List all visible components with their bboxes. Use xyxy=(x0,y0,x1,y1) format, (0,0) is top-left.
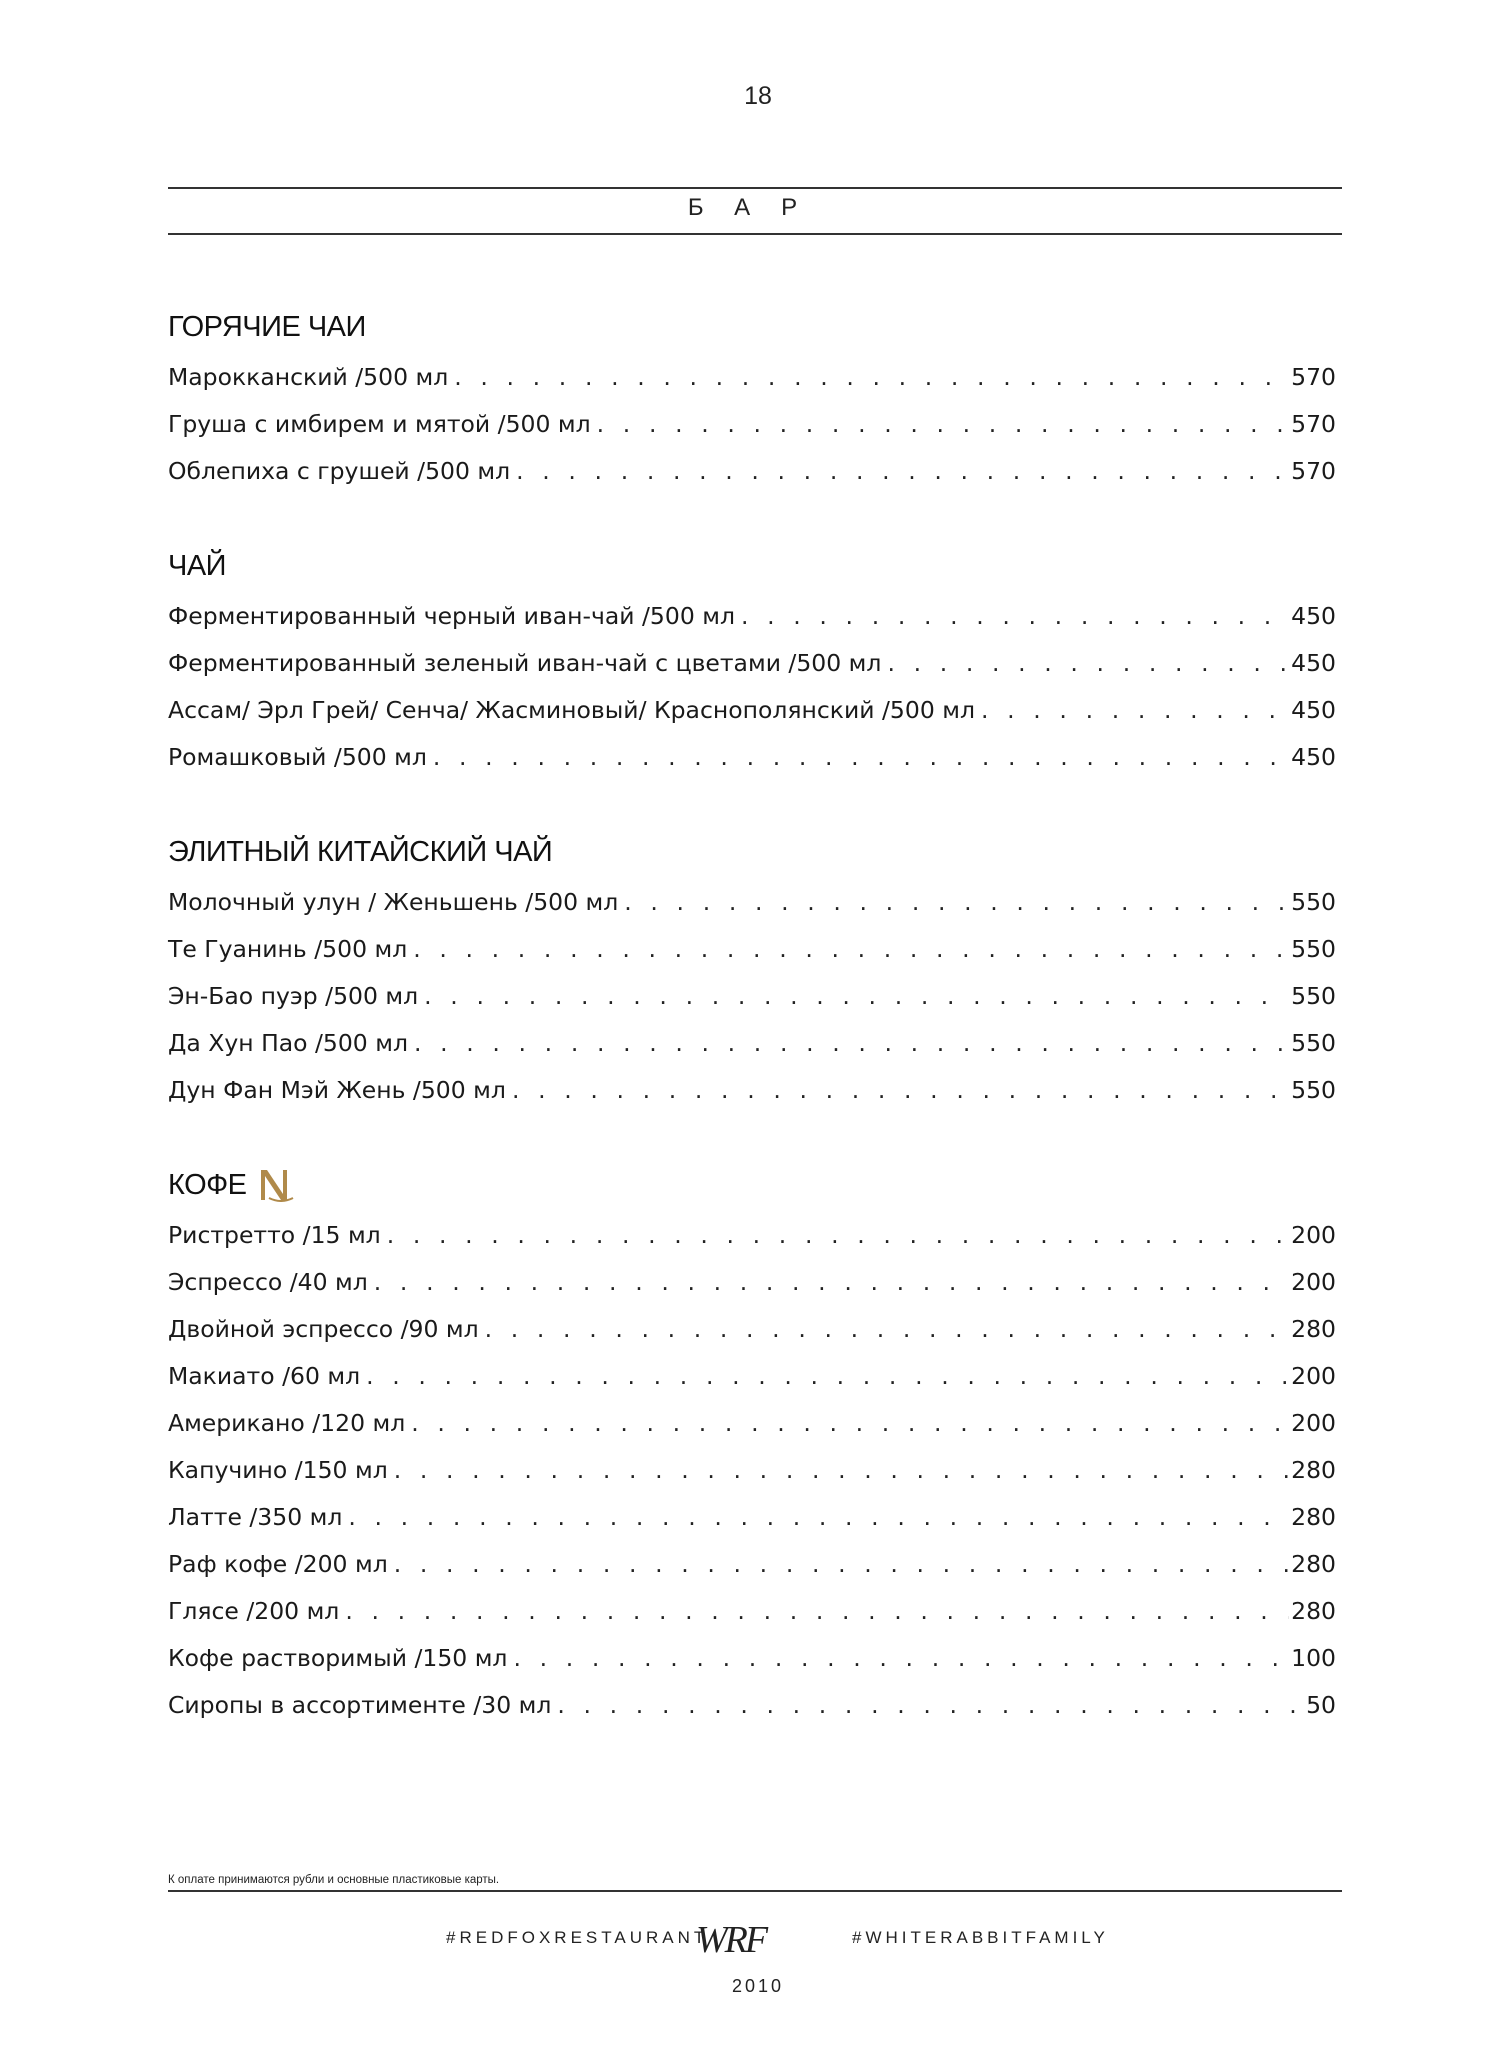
item-price: 550 xyxy=(1291,888,1336,916)
dot-leader xyxy=(981,687,1289,734)
menu-item xyxy=(168,593,1336,640)
wrf-logo xyxy=(694,1918,818,1962)
item-name: Молочный улун / Женьшень /500 мл xyxy=(168,888,619,916)
item-name: Макиато /60 мл xyxy=(168,1362,361,1390)
wrf-logo-text: WRF xyxy=(696,1919,766,1961)
menu-item xyxy=(168,973,1336,1020)
item-name: Глясе /200 мл xyxy=(168,1597,340,1625)
dot-leader xyxy=(887,640,1289,687)
menu-item xyxy=(168,1682,1336,1729)
menu-item xyxy=(168,1259,1336,1306)
item-price: 200 xyxy=(1291,1268,1336,1296)
dot-leader xyxy=(345,1588,1289,1635)
menu-item xyxy=(168,1494,1336,1541)
dot-leader xyxy=(597,401,1289,448)
dot-leader xyxy=(374,1259,1289,1306)
category-title xyxy=(168,825,1336,879)
item-name: Кофе растворимый /150 мл xyxy=(168,1644,508,1672)
item-name: Те Гуанинь /500 мл xyxy=(168,935,408,963)
item-price: 550 xyxy=(1291,935,1336,963)
category-title xyxy=(168,1158,1336,1212)
item-price: 450 xyxy=(1291,649,1336,677)
item-name: Груша с имбирем и мятой /500 мл xyxy=(168,410,591,438)
item-name: Ферментированный зеленый иван-чай с цветами /500 мл xyxy=(168,649,882,677)
dot-leader xyxy=(516,448,1289,495)
dot-leader xyxy=(366,1353,1289,1400)
dot-leader xyxy=(624,879,1289,926)
menu-item xyxy=(168,1588,1336,1635)
footer-divider xyxy=(168,1890,1342,1892)
payment-note: К оплате принимаются рубли и основные пластиковые карты. xyxy=(168,1874,500,1886)
menu-item xyxy=(168,401,1336,448)
item-price: 570 xyxy=(1291,363,1336,391)
item-name: Двойной эспрессо /90 мл xyxy=(168,1315,479,1343)
item-name: Облепиха с грушей /500 мл xyxy=(168,457,511,485)
dot-leader xyxy=(512,1067,1289,1114)
menu-category xyxy=(168,825,1336,1114)
item-price: 280 xyxy=(1291,1456,1336,1484)
nespresso-logo-icon xyxy=(257,1168,295,1202)
item-price: 280 xyxy=(1291,1550,1336,1578)
dot-leader xyxy=(424,973,1289,1020)
menu-item xyxy=(168,1353,1336,1400)
dot-leader xyxy=(485,1306,1290,1353)
item-name: Ромашковый /500 мл xyxy=(168,743,427,771)
category-title xyxy=(168,539,1336,593)
dot-leader xyxy=(394,1447,1289,1494)
menu-item xyxy=(168,879,1336,926)
menu-item xyxy=(168,448,1336,495)
item-name: Латте /350 мл xyxy=(168,1503,343,1531)
item-price: 280 xyxy=(1291,1503,1336,1531)
menu-item xyxy=(168,1400,1336,1447)
hashtag-whiterabbit: #WHITERABBITFAMILY xyxy=(852,1928,1109,1947)
item-price: 570 xyxy=(1291,457,1336,485)
dot-leader xyxy=(741,593,1289,640)
menu-item xyxy=(168,640,1336,687)
item-price: 570 xyxy=(1291,410,1336,438)
dot-leader xyxy=(348,1494,1289,1541)
category-title-text: ГОРЯЧИЕ ЧАИ xyxy=(168,311,366,343)
item-name: Ристретто /15 мл xyxy=(168,1221,381,1249)
menu-item xyxy=(168,926,1336,973)
dot-leader xyxy=(557,1682,1304,1729)
category-title-text: ЭЛИТНЫЙ КИТАЙСКИЙ ЧАЙ xyxy=(168,836,553,868)
item-price: 550 xyxy=(1291,982,1336,1010)
section-title: БАР xyxy=(687,194,829,221)
menu-category xyxy=(168,539,1336,781)
category-title xyxy=(168,300,1336,354)
item-name: Эспрессо /40 мл xyxy=(168,1268,368,1296)
item-price: 50 xyxy=(1306,1691,1336,1719)
dot-leader xyxy=(414,1020,1289,1067)
dot-leader xyxy=(387,1212,1289,1259)
menu-item xyxy=(168,1306,1336,1353)
item-price: 450 xyxy=(1291,696,1336,724)
item-price: 450 xyxy=(1291,743,1336,771)
dot-leader xyxy=(454,354,1289,401)
item-price: 550 xyxy=(1291,1029,1336,1057)
item-name: Сиропы в ассортименте /30 мл xyxy=(168,1691,552,1719)
item-name: Да Хун Пао /500 мл xyxy=(168,1029,408,1057)
item-price: 200 xyxy=(1291,1221,1336,1249)
item-price: 280 xyxy=(1291,1315,1336,1343)
category-title-text: КОФЕ xyxy=(168,1169,247,1201)
dot-leader xyxy=(413,926,1289,973)
item-price: 550 xyxy=(1291,1076,1336,1104)
item-price: 200 xyxy=(1291,1362,1336,1390)
menu-item xyxy=(168,1212,1336,1259)
top-divider xyxy=(168,187,1342,189)
item-price: 100 xyxy=(1291,1644,1336,1672)
menu-list xyxy=(168,300,1336,1773)
menu-category xyxy=(168,1158,1336,1729)
menu-item xyxy=(168,1020,1336,1067)
year: 2010 xyxy=(731,1976,785,1996)
hashtag-redfox: #REDFOXRESTAURANT xyxy=(446,1928,709,1947)
header-divider xyxy=(168,233,1342,235)
menu-item xyxy=(168,1447,1336,1494)
dot-leader xyxy=(411,1400,1289,1447)
menu-item xyxy=(168,1635,1336,1682)
dot-leader xyxy=(394,1541,1289,1588)
dot-leader xyxy=(513,1635,1289,1682)
item-price: 200 xyxy=(1291,1409,1336,1437)
item-name: Раф кофе /200 мл xyxy=(168,1550,388,1578)
menu-item xyxy=(168,354,1336,401)
item-name: Дун Фан Мэй Жень /500 мл xyxy=(168,1076,506,1104)
item-name: Эн-Бао пуэр /500 мл xyxy=(168,982,419,1010)
menu-item xyxy=(168,1067,1336,1114)
category-title-text: ЧАЙ xyxy=(168,550,227,582)
menu-item xyxy=(168,734,1336,781)
item-name: Ассам/ Эрл Грей/ Сенча/ Жасминовый/ Краснополянский /500 мл xyxy=(168,696,976,724)
item-price: 280 xyxy=(1291,1597,1336,1625)
menu-category xyxy=(168,300,1336,495)
menu-item xyxy=(168,1541,1336,1588)
menu-item xyxy=(168,687,1336,734)
page-number: 18 xyxy=(744,82,772,110)
item-name: Марокканский /500 мл xyxy=(168,363,449,391)
item-price: 450 xyxy=(1291,602,1336,630)
item-name: Американо /120 мл xyxy=(168,1409,406,1437)
item-name: Капучино /150 мл xyxy=(168,1456,388,1484)
dot-leader xyxy=(433,734,1289,781)
item-name: Ферментированный черный иван-чай /500 мл xyxy=(168,602,735,630)
